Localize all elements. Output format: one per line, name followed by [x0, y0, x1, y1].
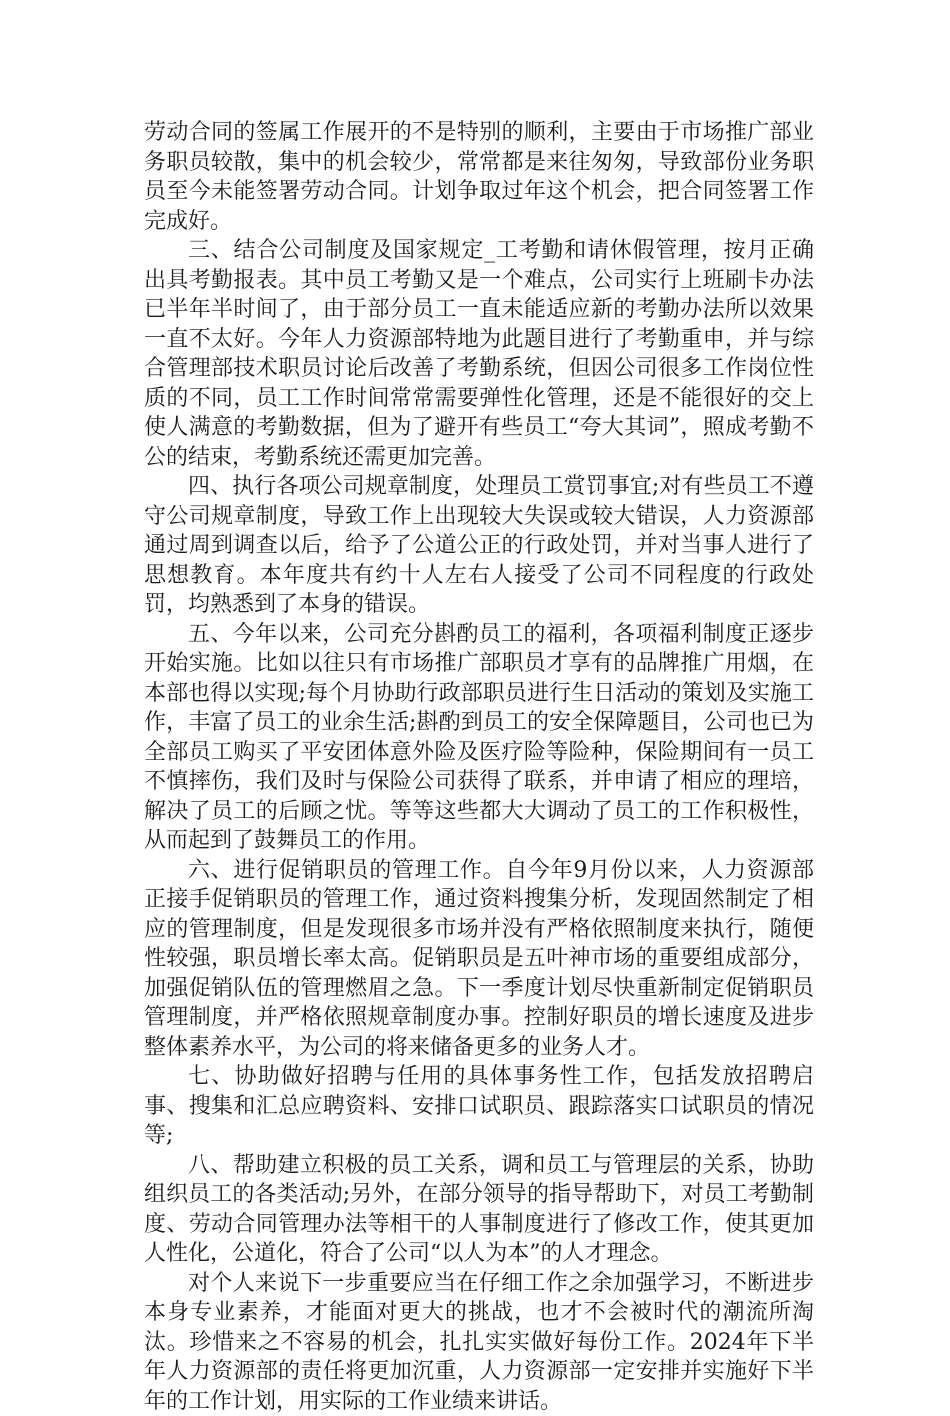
paragraph-section-8: 八、帮助建立积极的员工关系，调和员工与管理层的关系，协助组织员工的各类活动;另外，在部分领导的指导帮助下，对员工考勤制度、劳动合同管理办法等相干的人事制度进行了修改工作，使其更加人性化，公道化，符合了公司“以人为本”的人才理念。 [144, 1151, 814, 1269]
paragraph-section-3: 三、结合公司制度及国家规定_工考勤和请休假管理，按月正确出具考勤报表。其中员工考勤又是一个难点，公司实行上班刷卡办法已半年半时间了，由于部分员工一直未能适应新的考勤办法所以效果一直不太好。今年人力资源部特地为此题目进行了考勤重申，并与综合管理部技术职员讨论后改善了考勤系统，但因公司很多工作岗位性质的不同，员工工作时间常常需要弹性化管理，还是不能很好的交上使人满意的考勤数据，但为了避开有些员工“夸大其词”，照成考勤不公的结束，考勤系统还需更加完善。 [144, 236, 814, 472]
paragraph-section-6: 六、进行促销职员的管理工作。自今年9月份以来，人力资源部正接手促销职员的管理工作，通过资料搜集分析，发现固然制定了相应的管理制度，但是发现很多市场并没有严格依照制度来执行，随便性较强，职员增长率太高。促销职员是五叶神市场的重要组成部分，加强促销队伍的管理燃眉之急。下一季度计划尽快重新制定促销职员管理制度，并严格依照规章制度办事。控制好职员的增长速度及进步整体素养水平，为公司的将来储备更多的业务人才。 [144, 856, 814, 1063]
paragraph-section-4: 四、执行各项公司规章制度，处理员工赏罚事宜;对有些员工不遵守公司规章制度，导致工作上出现较大失误或较大错误，人力资源部通过周到调查以后，给予了公道公正的行政处罚，并对当事人进行了思想教育。本年度共有约十人左右人接受了公司不同程度的行政处罚，均熟悉到了本身的错误。 [144, 472, 814, 620]
paragraph-section-7: 七、协助做好招聘与任用的具体事务性工作，包括发放招聘启事、搜集和汇总应聘资料、安排口试职员、跟踪落实口试职员的情况等; [144, 1062, 814, 1151]
paragraph-conclusion: 对个人来说下一步重要应当在仔细工作之余加强学习，不断进步本身专业素养，才能面对更大的挑战，也才不会被时代的潮流所淘汰。珍惜来之不容易的机会，扎扎实实做好每份工作。2024年下半年人力资源部的责任将更加沉重，人力资源部一定安排并实施好下半年的工作计划，用实际的工作业绩来讲话。 [144, 1269, 814, 1416]
document-body [144, 118, 814, 1416]
paragraph-continuation: 劳动合同的签属工作展开的不是特别的顺利，主要由于市场推广部业务职员较散，集中的机会较少，常常都是来往匆匆，导致部份业务职员至今未能签署劳动合同。计划争取过年这个机会，把合同签署工作完成好。 [144, 118, 814, 236]
paragraph-section-5: 五、今年以来，公司充分斟酌员工的福利，各项福利制度正逐步开始实施。比如以往只有市场推广部职员才享有的品牌推广用烟，在本部也得以实现;每个月协助行政部职员进行生日活动的策划及实施工作，丰富了员工的业余生活;斟酌到员工的安全保障题目，公司也已为全部员工购买了平安团体意外险及医疗险等险种，保险期间有一员工不慎摔伤，我们及时与保险公司获得了联系，并申请了相应的理培，解决了员工的后顾之忧。等等这些都大大调动了员工的工作积极性，从而起到了鼓舞员工的作用。 [144, 620, 814, 856]
